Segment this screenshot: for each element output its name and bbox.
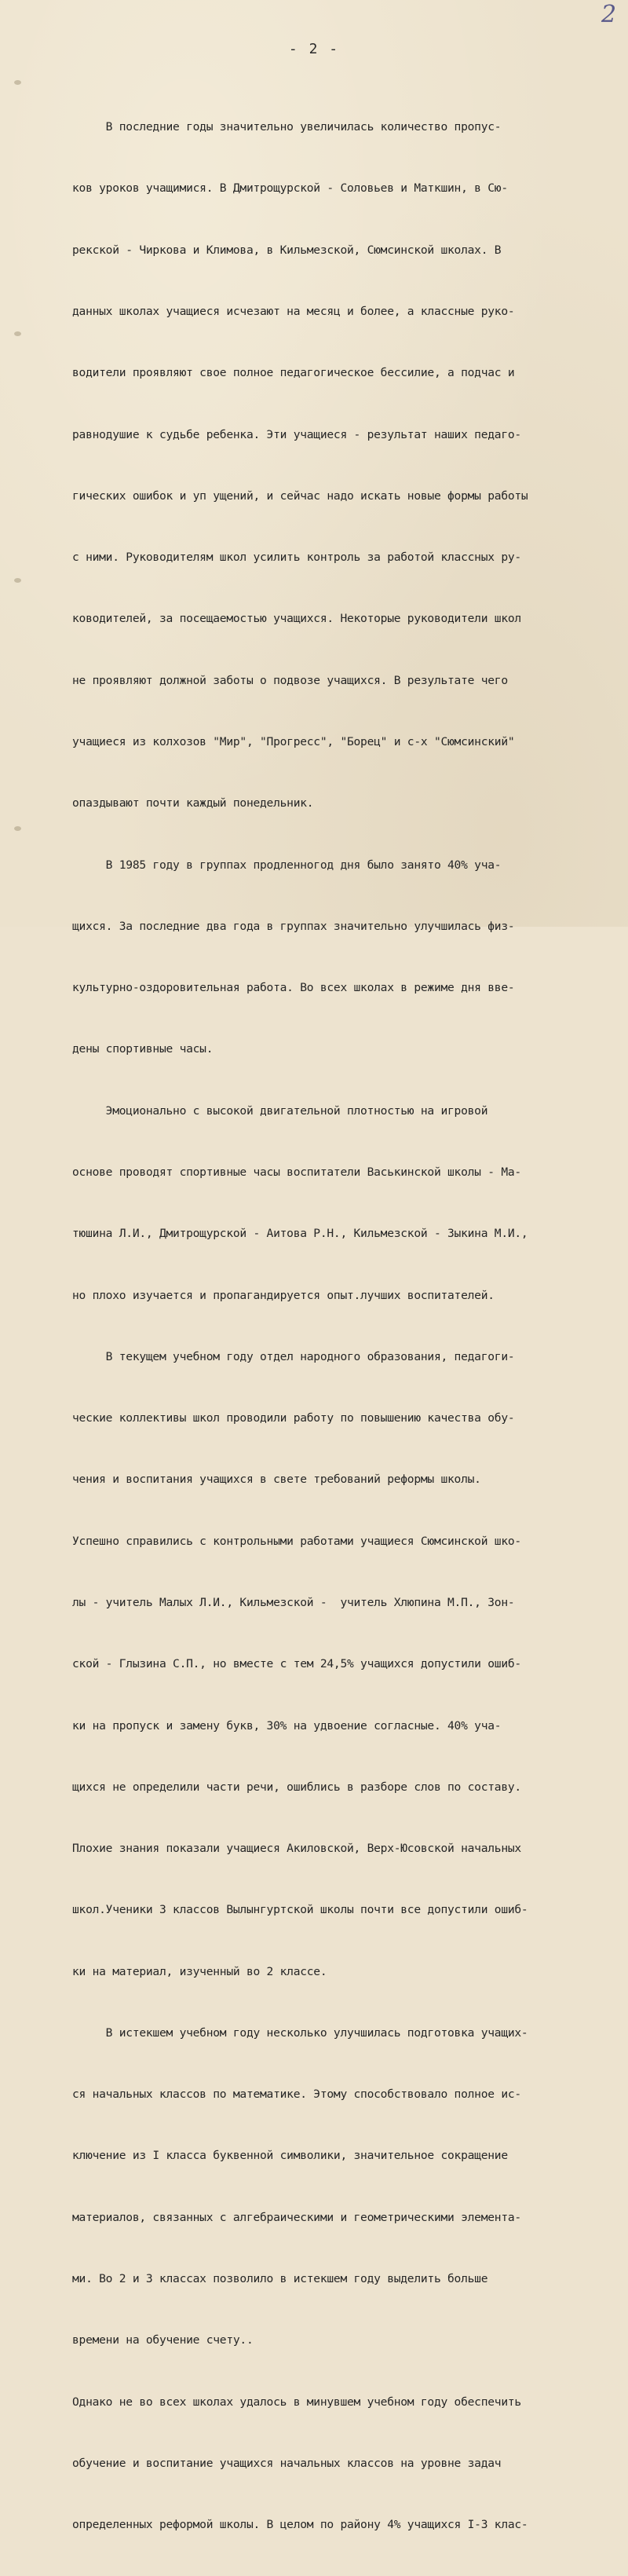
text-line: рекской - Чиркова и Климова, в Кильмезской, Сюмсинской школах. В [72, 243, 502, 257]
text-line: с ними. Руководителям школ усилить контроль за работой классных ру- [72, 551, 521, 565]
text-line: данных школах учащиеся исчезают на месяц и более, а классные руко- [72, 305, 515, 319]
text-line: ки на материал, изученный во 2 классе. [72, 1964, 327, 1978]
text-line: дены спортивные часы. [72, 1042, 214, 1056]
text-line: но плохо изучается и пропагандируется опыт.лучших воспитателей. [72, 1288, 495, 1302]
punch-hole-mark [14, 826, 21, 831]
text-line: водители проявляют свое полное педагогическое бессилие, а подчас и [72, 366, 515, 380]
text-line: ков уроков учащимися. В Дмитрощурской - Соловьев и Маткшин, в Сю- [72, 181, 508, 196]
body-text [72, 76, 626, 2576]
archive-page-number: 2 [601, 1, 617, 28]
text-line: ководителей, за посещаемостью учащихся. Некоторые руководители школ [72, 612, 521, 626]
text-line: В истекшем учебном году несколько улучшилась подготовка учащих- [72, 2025, 528, 2040]
text-line: Однако не во всех школах удалось в минувшем учебном году обеспечить [72, 2395, 521, 2409]
punch-hole-mark [14, 578, 21, 583]
text-line: чения и воспитания учащихся в свете требований реформы школы. [72, 1473, 481, 1487]
punch-hole-mark [14, 80, 21, 85]
text-line: школ.Ученики 3 классов Вылынгуртской школы почти все допустили ошиб- [72, 1903, 528, 1917]
punch-hole-mark [14, 331, 21, 336]
text-line: обучение и воспитание учащихся начальных классов на уровне задач [72, 2456, 502, 2470]
text-line: ческие коллективы школ проводили работу по повышению качества обу- [72, 1411, 515, 1425]
page-number: - 2 - [288, 41, 340, 57]
text-line: гических ошибок и уп ущений, и сейчас надо искать новые формы работы [72, 488, 528, 503]
text-line: не проявляют должной заботы о подвозе учащихся. В результате чего [72, 673, 508, 687]
text-line: В текущем учебном году отдел народного образования, педагоги- [72, 1349, 515, 1363]
text-line: Плохие знания показали учащиеся Акиловской, Верх-Юсовской начальных [72, 1842, 521, 1856]
text-line: ключение из I класса буквенной символики, значительное сокращение [72, 2149, 508, 2163]
text-line: лы - учитель Малых Л.И., Кильмезской - учитель Хлюпина М.П., Зон- [72, 1595, 515, 1609]
text-line: равнодушие к судьбе ребенка. Эти учащиеся - результат наших педаго- [72, 427, 521, 441]
text-line: ки на пропуск и замену букв, 30% на удвоение согласные. 40% уча- [72, 1718, 502, 1733]
text-line: ми. Во 2 и 3 классах позволило в истекшем году выделить больше [72, 2272, 488, 2286]
text-line: материалов, связанных с алгебраическими и геометрическими элемента- [72, 2210, 521, 2224]
text-line: времени на обучение счету.. [72, 2333, 254, 2347]
text-line: культурно-оздоровительная работа. Во всех школах в режиме дня вве- [72, 981, 515, 995]
text-line: опаздывают почти каждый понедельник. [72, 796, 314, 810]
text-line: Эмоционально с высокой двигательной плотностью на игровой [72, 1103, 488, 1118]
text-line: ской - Глызина С.П., но вместе с тем 24,5% учащихся допустили ошиб- [72, 1657, 521, 1671]
text-line: ся начальных классов по математике. Этому способствовало полное ис- [72, 2088, 521, 2102]
text-line: определенных реформой школы. В целом по району 4% учащихся I-3 клас- [72, 2518, 528, 2532]
text-line: щихся. За последние два года в группах значительно улучшилась физ- [72, 919, 515, 933]
text-line: щихся не определили части речи, ошиблись в разборе слов по составу. [72, 1780, 521, 1794]
text-line: тюшина Л.И., Дмитрощурской - Аитова Р.Н., Кильмезской - Зыкина М.И., [72, 1227, 528, 1241]
text-line: учащиеся из колхозов "Мир", "Прогресс", "Борец" и с-х "Сюмсинский" [72, 735, 515, 748]
text-line: В последние годы значительно увеличилась количество пропус- [72, 120, 502, 134]
text-line: основе проводят спортивные часы воспитатели Васькинской школы - Ма- [72, 1165, 521, 1179]
text-line: В 1985 году в группах продленногод дня было занято 40% уча- [72, 858, 502, 872]
text-line: Успешно справились с контрольными работами учащиеся Сюмсинской шко- [72, 1534, 521, 1548]
